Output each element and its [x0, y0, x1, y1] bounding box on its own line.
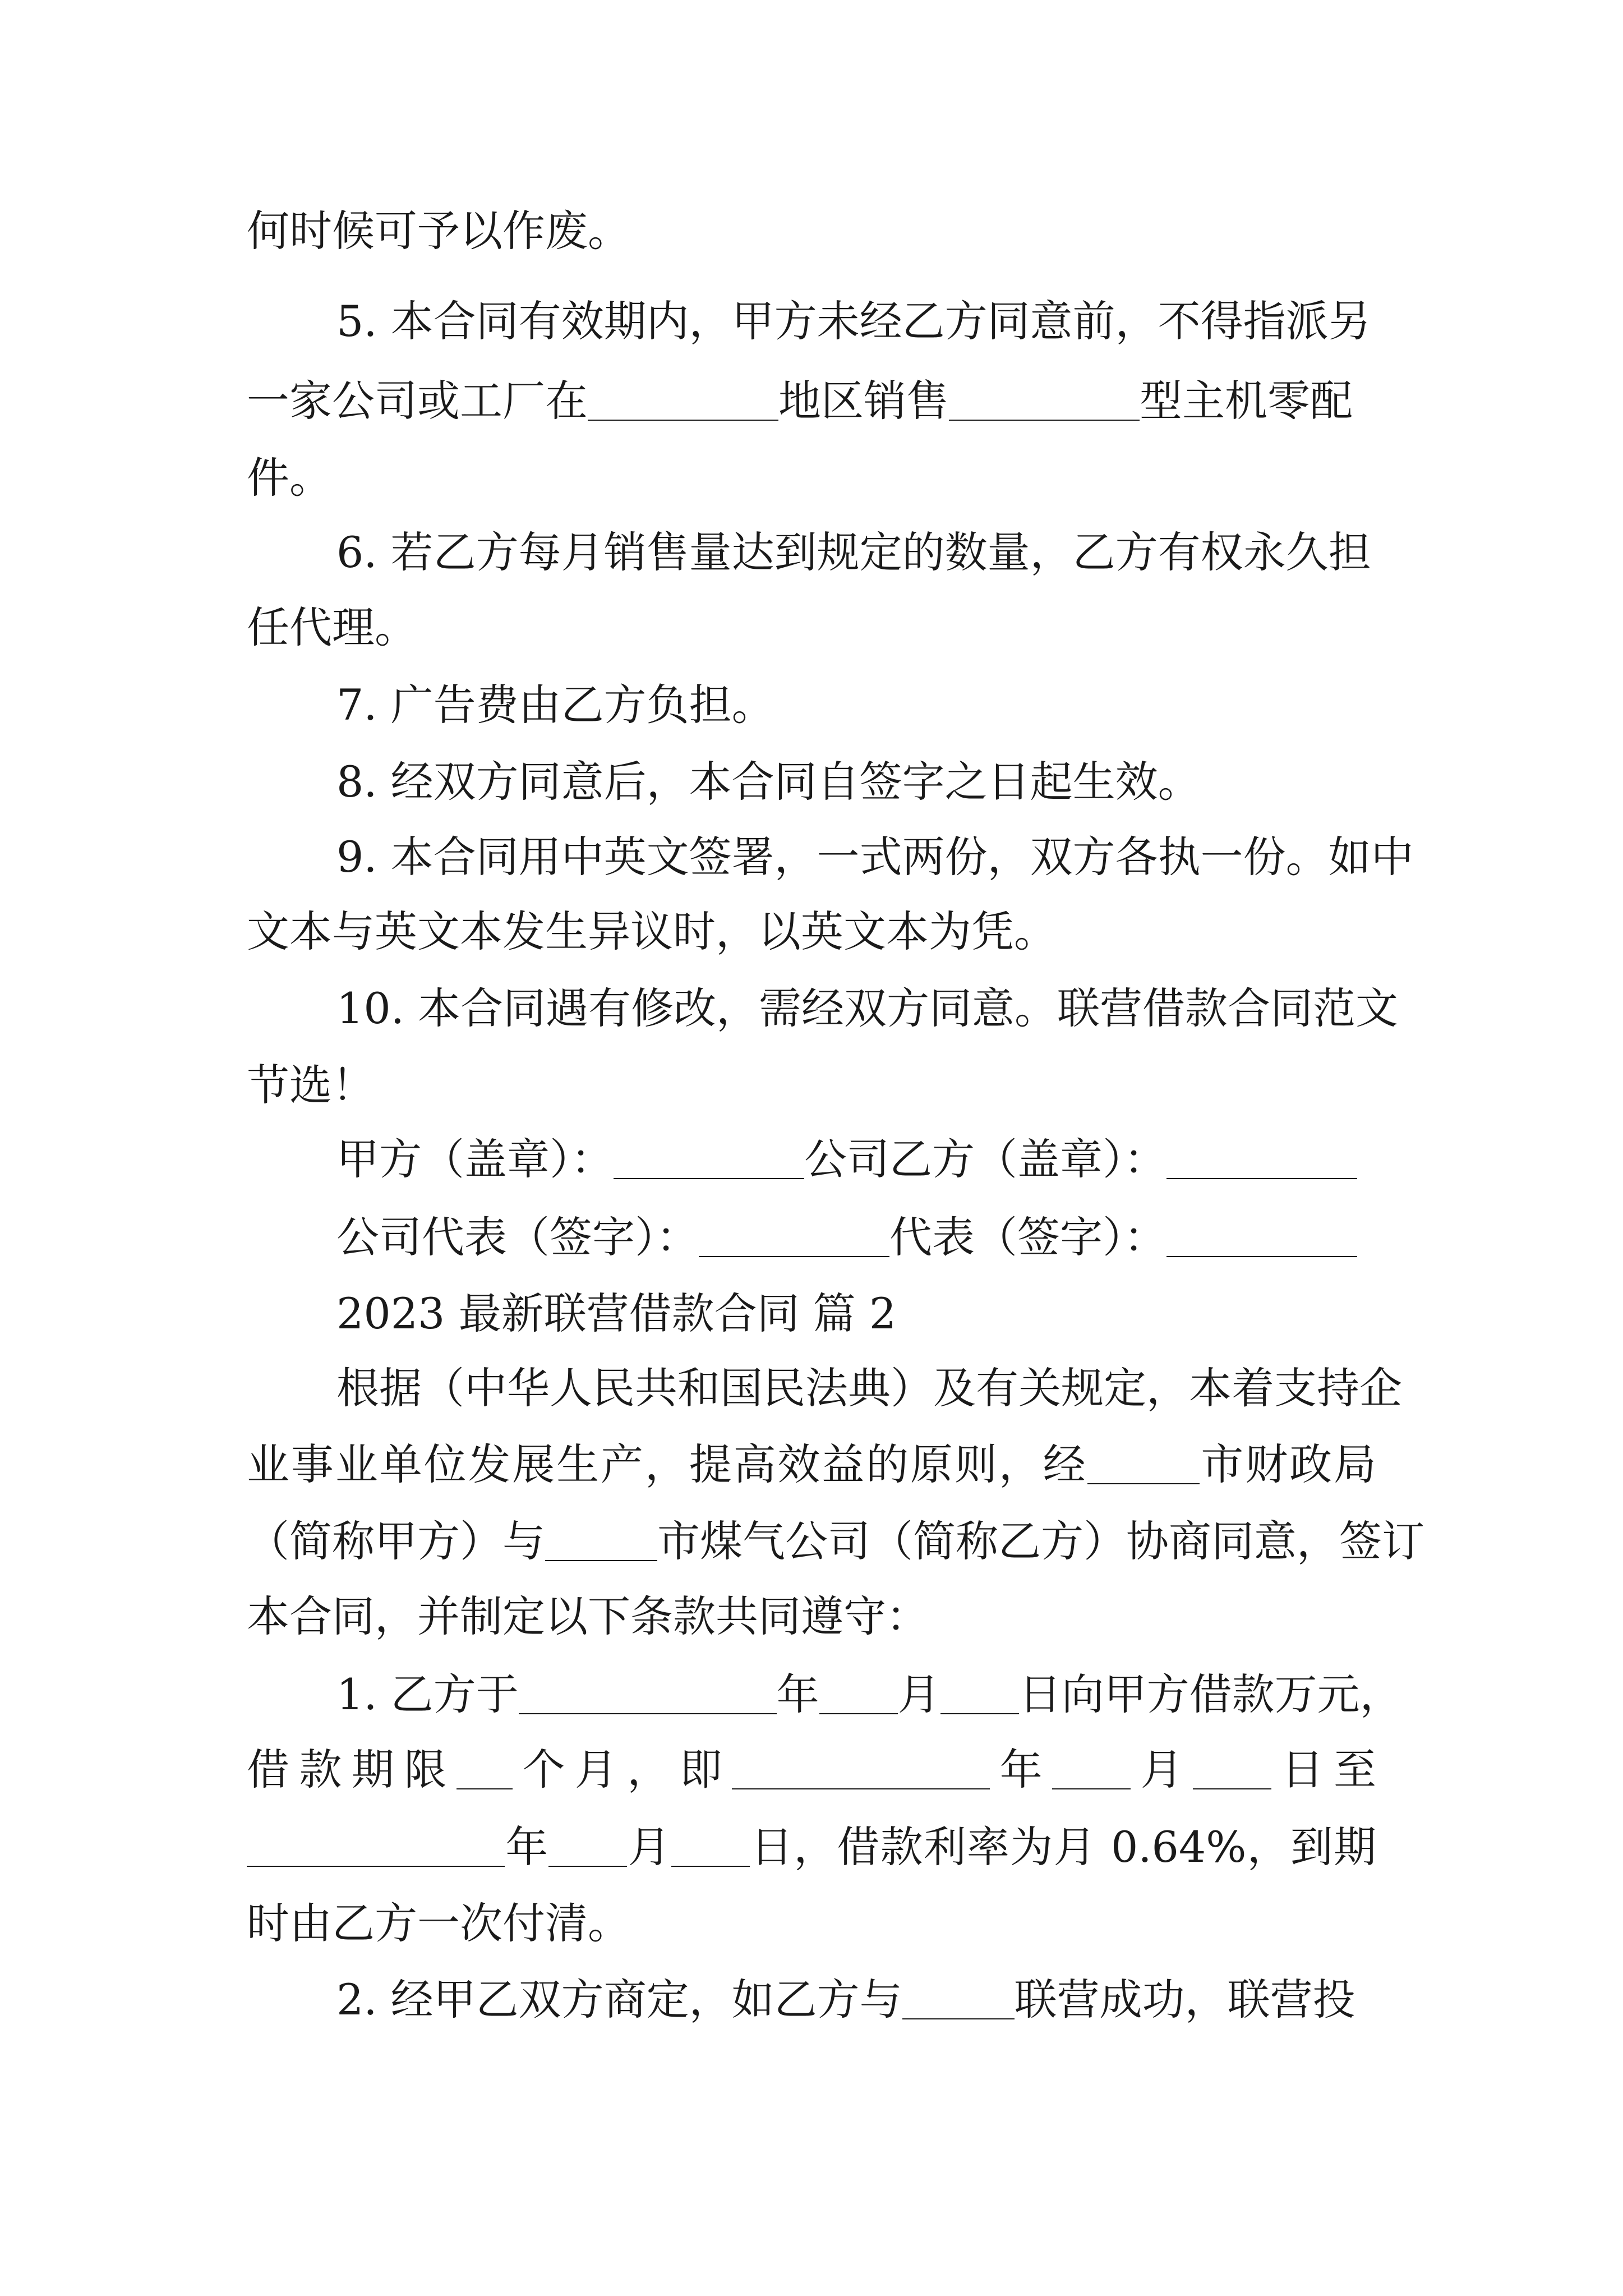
- fill-blank-end-year: [247, 1825, 505, 1867]
- fill-blank-month: [819, 1673, 898, 1714]
- section-2-heading: 2023 最新联营借款合同 篇 2: [336, 1289, 897, 1338]
- fill-blank-year: [519, 1673, 777, 1714]
- paragraph-void-tail: 何时候可予以作废。: [247, 206, 630, 256]
- signature-rep-line: [336, 1207, 1357, 1268]
- rep-b-sign-blank: [1166, 1216, 1357, 1257]
- intro-line-3: （简称甲方）与 市煤气公司（简称乙方）协商同意，签订: [247, 1516, 1424, 1566]
- clause-5-line-3: 件。: [247, 453, 332, 503]
- fill-blank-term-months: [457, 1748, 513, 1789]
- loan-clause-1-line-2: 借款期限 个月，即 年 月 日至: [247, 1745, 1377, 1795]
- party-b-seal-label: 公司乙方（盖章）：: [804, 1134, 1166, 1184]
- intro-line-4: 本合同，并制定以下条款共同遵守：: [247, 1591, 929, 1641]
- rep-a-sign-label: 公司代表（签字）：: [336, 1212, 699, 1262]
- fill-blank-model: [949, 379, 1140, 421]
- fill-blank-day: [940, 1673, 1019, 1714]
- fill-blank-city-1: [1087, 1443, 1200, 1484]
- loan-clause-1-line-3: 年 月 日，借款利率为月 0.64%，到期: [247, 1816, 1376, 1878]
- clause-7: 7. 广告费由乙方负担。: [336, 680, 774, 730]
- party-a-seal-label: 甲方（盖章）：: [336, 1134, 614, 1184]
- clause-9-line-1: 9. 本合同用中英文签署，一式两份，双方各执一份。如中: [336, 832, 1414, 882]
- fill-blank-start-day: [1193, 1748, 1271, 1789]
- loan-clause-1-line-4: 时由乙方一次付清。: [247, 1898, 630, 1948]
- clause-8: 8. 经双方同意后，本合同自签字之日起生效。: [336, 757, 1201, 807]
- party-a-seal-blank: [614, 1138, 804, 1179]
- fill-blank-start-month: [1052, 1748, 1131, 1789]
- clause-5-line-1: 5. 本合同有效期内，甲方未经乙方同意前，不得指派另: [336, 296, 1371, 346]
- intro-line-1: 根据（中华人民共和国民法典）及有关规定，本着支持企: [336, 1363, 1402, 1413]
- clause-10-line-1: 10. 本合同遇有修改，需经双方同意。联营借款合同范文: [336, 983, 1399, 1033]
- clause-5-line-2: 一家公司或工厂在 地区销售 型主机零配: [247, 376, 1353, 426]
- clause-9-line-2: 文本与英文本发生异议时，以英文本为凭。: [247, 907, 1057, 956]
- rep-a-sign-blank: [699, 1216, 889, 1257]
- party-b-seal-blank: [1166, 1138, 1357, 1179]
- clause-6-line-1: 6. 若乙方每月销售量达到规定的数量，乙方有权永久担: [336, 527, 1371, 577]
- clause-10-line-2: 节选！: [247, 1060, 375, 1110]
- clause-6-line-2: 任代理。: [247, 602, 417, 652]
- rep-b-sign-label: 代表（签字）：: [889, 1212, 1166, 1262]
- fill-blank-city-2: [545, 1520, 657, 1561]
- signature-party-line: [336, 1129, 1357, 1190]
- fill-blank-partner: [902, 1978, 1015, 2019]
- loan-clause-1-line-1: 1. 乙方于 年 月 日向甲方借款万元，: [336, 1669, 1403, 1719]
- fill-blank-start-year: [732, 1748, 990, 1789]
- fill-blank-end-month: [548, 1825, 627, 1867]
- loan-clause-2-line-1: 2. 经甲乙双方商定，如乙方与 联营成功，联营投: [336, 1975, 1355, 2024]
- fill-blank-region: [588, 379, 778, 421]
- intro-line-2: 业事业单位发展生产，提高效益的原则，经 市财政局: [247, 1439, 1377, 1489]
- fill-blank-end-day: [671, 1825, 750, 1867]
